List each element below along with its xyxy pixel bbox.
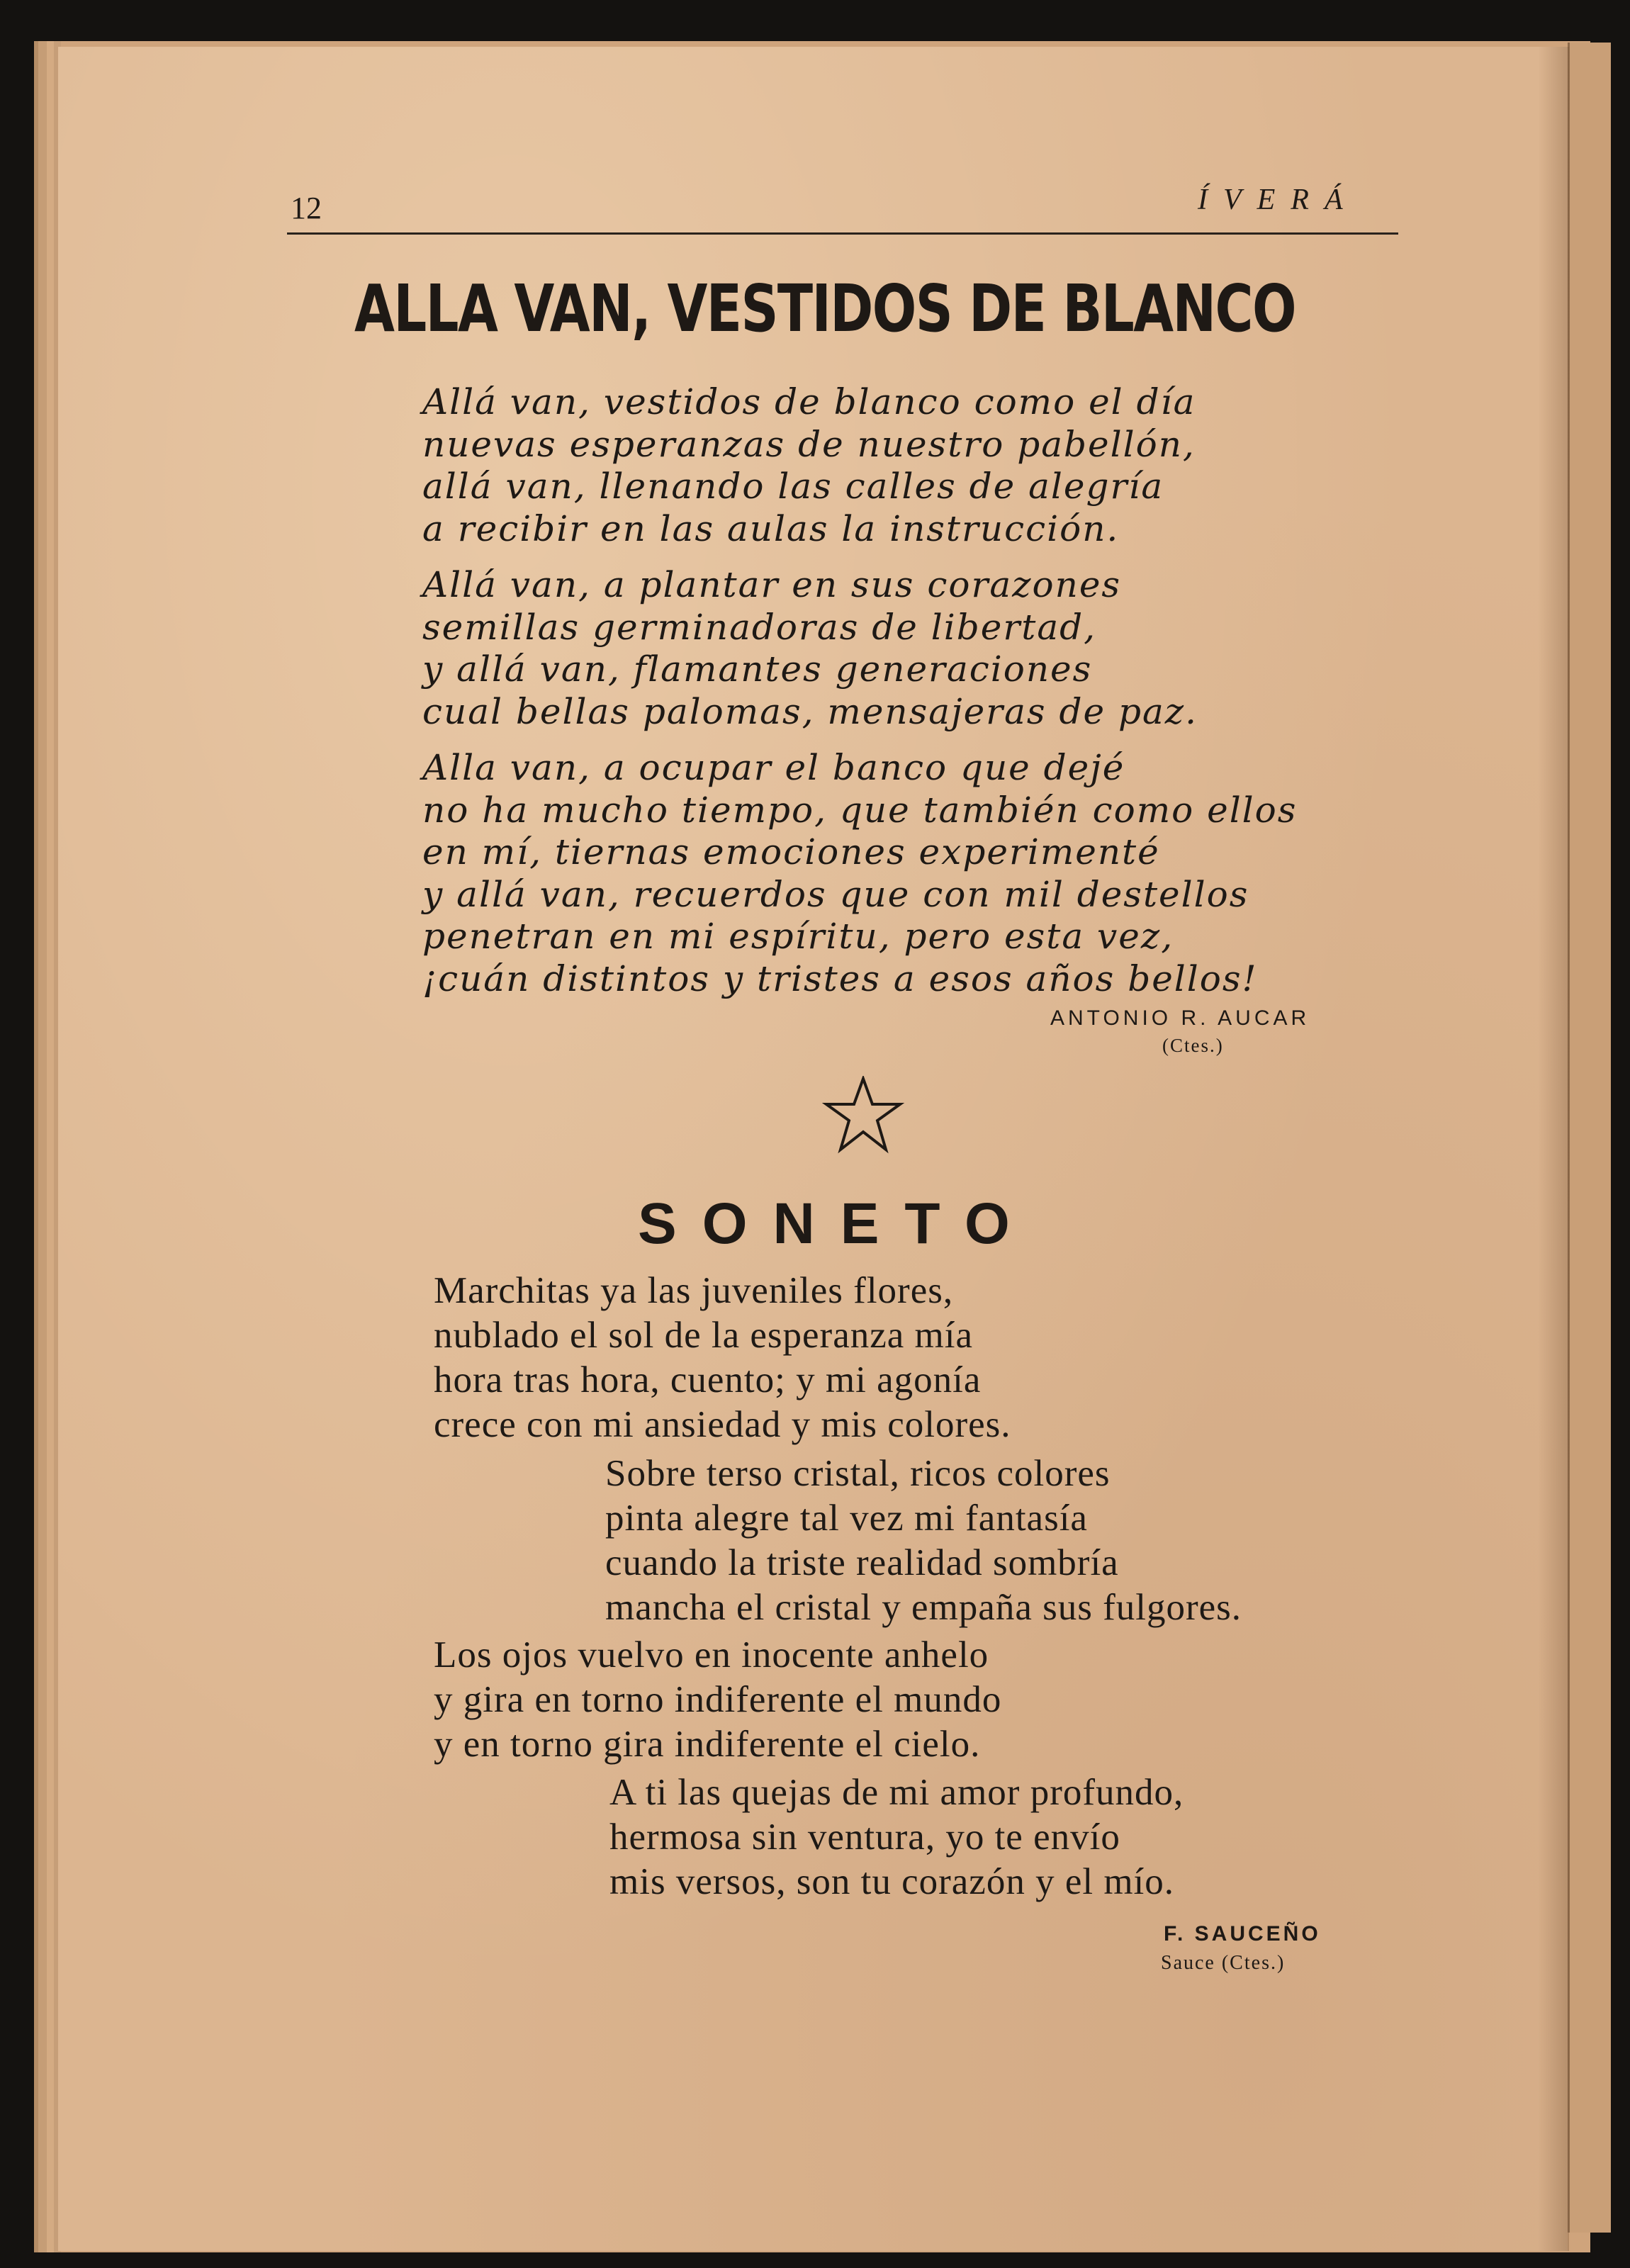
poem-line: nuevas esperanzas de nuestro pabellón, <box>422 423 1196 465</box>
poem2-author: F. SAUCEÑO <box>1164 1922 1321 1946</box>
poem-line: en mí, tiernas emociones experimenté <box>422 831 1160 872</box>
poem1-stanza <box>422 381 1196 550</box>
poem-line: allá van, llenando las calles de alegría <box>422 466 1164 507</box>
poem-line: Sobre terso cristal, ricos colores <box>605 1453 1111 1494</box>
poem-line: y gira en torno indiferente el mundo <box>434 1679 1002 1720</box>
poem1-stanza <box>422 564 1198 733</box>
poem-line: semillas germinadoras de libertad, <box>422 606 1097 648</box>
poem2-place: Sauce (Ctes.) <box>1161 1952 1286 1974</box>
star-outline <box>826 1079 900 1150</box>
page-number: 12 <box>291 191 322 225</box>
poem-line: mancha el cristal y empaña sus fulgores. <box>605 1587 1242 1628</box>
poem2-tercet <box>609 1770 1184 1904</box>
poem-line: cuando la triste realidad sombría <box>605 1542 1119 1583</box>
poem2-title: SONETO <box>638 1191 1035 1256</box>
poem-line: Alla van, a ocupar el banco que dejé <box>422 747 1125 788</box>
poem-line: Allá van, a plantar en sus corazones <box>422 564 1122 605</box>
poem1-title: ALLA VAN, VESTIDOS DE BLANCO <box>354 271 1295 347</box>
running-head: ÍVERÁ <box>1198 184 1359 216</box>
star-icon <box>821 1076 906 1155</box>
poem-line: Allá van, vestidos de blanco como el día <box>422 381 1196 422</box>
magazine-page <box>58 47 1568 2251</box>
header-rule <box>287 232 1398 235</box>
poem-line: hermosa sin ventura, yo te envío <box>609 1817 1120 1858</box>
poem-line: cual bellas palomas, mensajeras de paz. <box>422 690 1198 732</box>
facing-page-edge <box>1568 43 1611 2233</box>
poem-line: penetran en mi espíritu, pero esta vez, <box>422 916 1174 957</box>
poem-line: A ti las quejas de mi amor profundo, <box>609 1772 1184 1813</box>
poem-line: hora tras hora, cuento; y mi agonía <box>434 1359 982 1400</box>
poem-line: mis versos, son tu corazón y el mío. <box>609 1861 1175 1902</box>
poem-line: Los ojos vuelvo en inocente anhelo <box>434 1634 989 1675</box>
poem1-place: (Ctes.) <box>1162 1035 1224 1056</box>
poem2-quatrain <box>605 1452 1242 1630</box>
poem-line: y en torno gira indiferente el cielo. <box>434 1724 981 1765</box>
poem-line: y allá van, flamantes generaciones <box>422 649 1093 690</box>
poem1-stanza <box>422 747 1297 1000</box>
poem-line: a recibir en las aulas la instrucción. <box>422 507 1120 549</box>
poem1-author: ANTONIO R. AUCAR <box>1050 1006 1310 1030</box>
poem-line: no ha mucho tiempo, que también como ellos <box>422 789 1298 831</box>
poem-line: crece con mi ansiedad y mis colores. <box>434 1404 1011 1445</box>
poem-line: Marchitas ya las juveniles flores, <box>434 1270 954 1311</box>
poem-line: ¡cuán distintos y tristes a esos años bellos! <box>422 958 1258 999</box>
poem-line: y allá van, recuerdos que con mil destellos <box>422 873 1249 915</box>
gutter-shadow <box>1538 47 1569 2251</box>
poem2-quatrain <box>434 1269 1011 1447</box>
poem-line: pinta alegre tal vez mi fantasía <box>605 1498 1088 1539</box>
poem2-tercet <box>434 1633 1001 1767</box>
poem-line: nublado el sol de la esperanza mía <box>434 1315 973 1356</box>
